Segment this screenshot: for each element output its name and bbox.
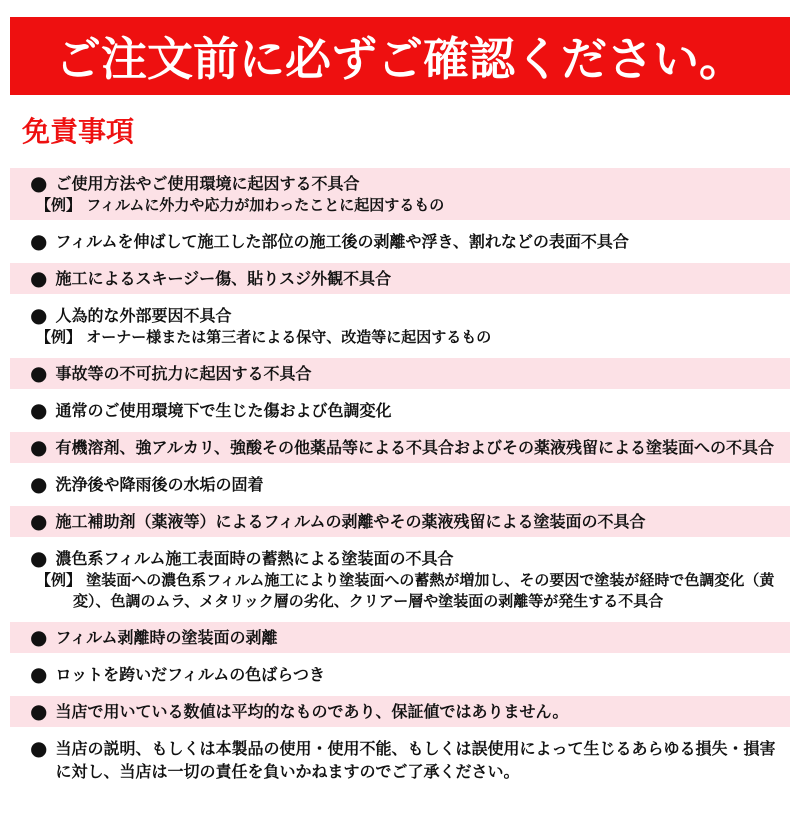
- bullet-icon: ●: [30, 509, 48, 533]
- disclaimer-item: [10, 696, 790, 727]
- bullet-icon: ●: [30, 662, 48, 686]
- bullet-icon: ●: [30, 736, 48, 760]
- disclaimer-example: 【例】 オーナー様または第三者による保守、改造等に起因するもの: [36, 328, 492, 346]
- disclaimer-item: [10, 543, 790, 616]
- disclaimer-text: 当店で用いている数値は平均的なものであり、保証値ではありません。: [55, 702, 569, 721]
- disclaimer-example: 【例】 フィルムに外力や応力が加わったことに起因するもの: [36, 196, 445, 214]
- disclaimer-item: [10, 168, 790, 220]
- bullet-icon: ●: [30, 435, 48, 459]
- bullet-icon: ●: [30, 699, 48, 723]
- bullet-icon: ●: [30, 625, 48, 649]
- bullet-icon: ●: [30, 398, 48, 422]
- disclaimer-section-title: 免責事項: [22, 115, 135, 148]
- disclaimer-item: [10, 226, 790, 257]
- disclaimer-item: [10, 300, 790, 352]
- bullet-icon: ●: [30, 361, 48, 385]
- disclaimer-text: 当店の説明、もしくは本製品の使用・使用不能、もしくは誤使用によって生じるあらゆる損失・損害に対し、当店は一切の責任を負いかねますのでご了承ください。: [55, 739, 776, 781]
- order-confirmation-banner: [10, 17, 790, 95]
- disclaimer-item: [10, 733, 790, 787]
- disclaimer-text: フィルムを伸ばして施工した部位の施工後の剥離や浮き、割れなどの表面不具合: [55, 232, 629, 251]
- bullet-icon: ●: [30, 266, 48, 290]
- disclaimer-text: ロットを跨いだフィルムの色ばらつき: [55, 665, 326, 684]
- bullet-icon: ●: [30, 472, 48, 496]
- disclaimer-text: 施工補助剤（薬液等）によるフィルムの剥離やその薬液残留による塗装面の不具合: [55, 512, 646, 531]
- disclaimer-text: 洗浄後や降雨後の水垢の固着: [55, 475, 264, 494]
- disclaimer-text: ご使用方法やご使用環境に起因する不具合: [55, 174, 360, 193]
- disclaimer-item: [10, 395, 790, 426]
- banner-text: ご注文前に必ずご確認ください。: [55, 32, 745, 86]
- disclaimer-text: 施工によるスキージー傷、貼りスジ外観不具合: [55, 269, 392, 288]
- disclaimer-item: [10, 659, 790, 690]
- disclaimer-text: フィルム剥離時の塗装面の剥離: [55, 628, 278, 647]
- disclaimer-text: 通常のご使用環境下で生じた傷および色調変化: [55, 401, 392, 420]
- bullet-icon: ●: [30, 229, 48, 253]
- disclaimer-text: 事故等の不可抗力に起因する不具合: [55, 364, 312, 383]
- disclaimer-text: 人為的な外部要因不具合: [55, 306, 232, 325]
- disclaimer-example: 【例】 塗装面への濃色系フィルム施工により塗装面への蓄熱が増加し、その要因で塗装が経時で色調変化（黄変）、色調のムラ、メタリック層の劣化、クリアー層や塗装面の剥離等が発生する不具合: [36, 571, 775, 610]
- disclaimer-item: [10, 358, 790, 389]
- disclaimer-item: [10, 469, 790, 500]
- disclaimer-item: [10, 622, 790, 653]
- disclaimer-list: [10, 168, 790, 787]
- disclaimer-item: [10, 263, 790, 294]
- bullet-icon: ●: [30, 546, 48, 570]
- disclaimer-item: [10, 432, 790, 463]
- bullet-icon: ●: [30, 171, 48, 195]
- disclaimer-text: 有機溶剤、強アルカリ、強酸その他薬品等による不具合およびその薬液残留による塗装面への不具合: [55, 438, 775, 457]
- bullet-icon: ●: [30, 303, 48, 327]
- disclaimer-item: [10, 506, 790, 537]
- disclaimer-text: 濃色系フィルム施工表面時の蓄熱による塗装面の不具合: [55, 549, 454, 568]
